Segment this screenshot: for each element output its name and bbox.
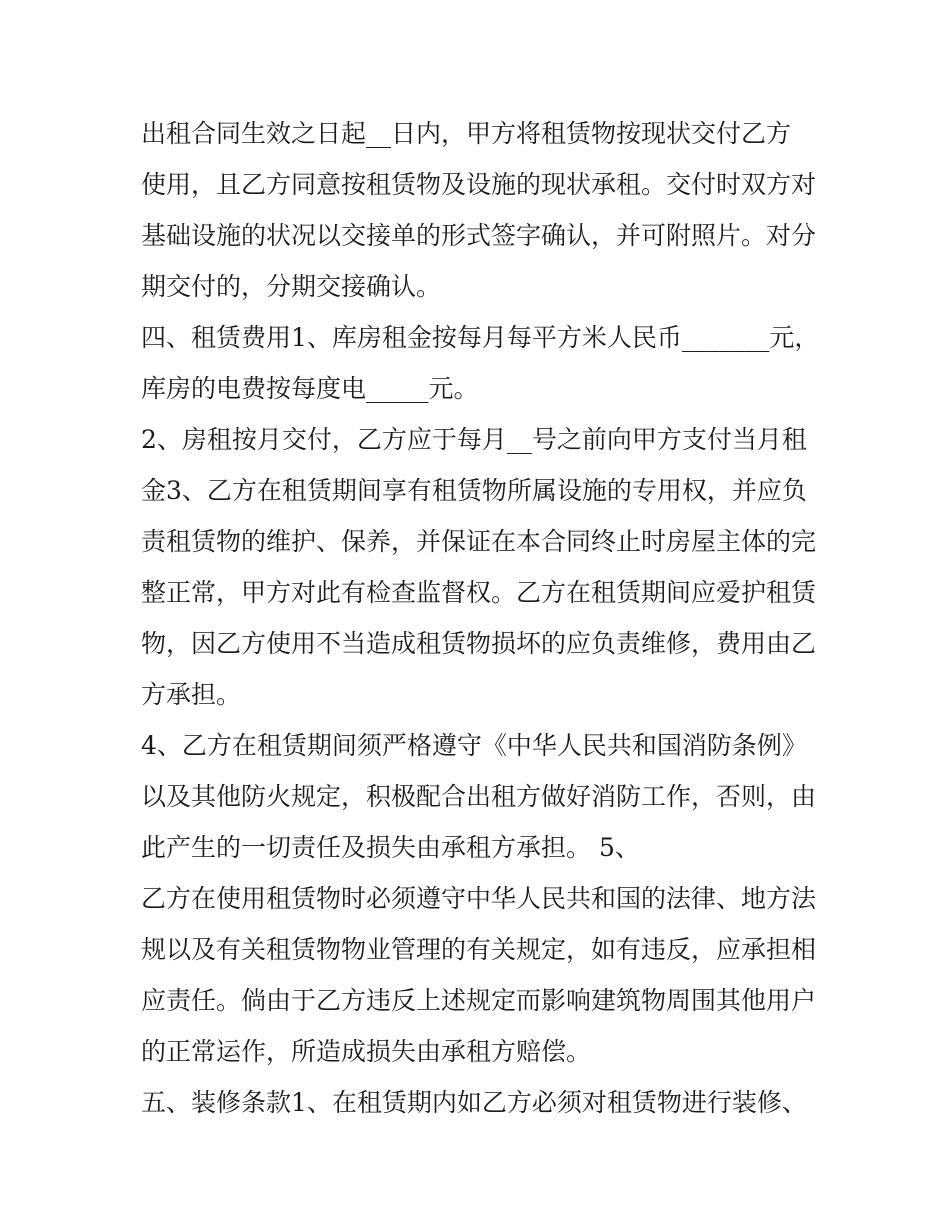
text-line: 金3、乙方在租赁期间享有租赁物所属设施的专用权，并应负: [141, 476, 807, 505]
text-line: 使用，且乙方同意按租赁物及设施的现状承租。交付时双方对: [141, 170, 817, 199]
text-line: 乙方在使用租赁物时必须遵守中华人民共和国的法律、地方法: [141, 884, 817, 913]
paragraph-monthly-payment: [141, 414, 821, 720]
text-line: 基础设施的状况以交接单的形式签字确认，并可附照片。对分: [141, 221, 817, 250]
text-line: 库房的电费按每度电_____元。: [141, 374, 479, 403]
text-line: 规以及有关租赁物物业管理的有关规定，如有违反，应承担相: [141, 935, 817, 964]
text-line: 此产生的一切责任及损失由承租方承担。 5、: [141, 833, 640, 862]
text-line: 期交付的，分期交接确认。: [141, 272, 442, 301]
text-line: 出租合同生效之日起__日内，甲方将租赁物按现状交付乙方: [141, 119, 792, 148]
document-body: [141, 108, 821, 1128]
text-line: 物，因乙方使用不当造成租赁物损坏的应负责维修，费用由乙: [141, 629, 817, 658]
paragraph-decoration: [141, 1077, 821, 1128]
paragraph-compliance: [141, 873, 821, 1077]
text-line: 的正常运作，所造成损失由承租方赔偿。: [141, 1037, 592, 1066]
text-line: 应责任。倘由于乙方违反上述规定而影响建筑物周围其他用户: [141, 986, 817, 1015]
text-line: 方承担。: [141, 680, 242, 709]
text-line: 2、房租按月交付，乙方应于每月__号之前向甲方支付当月租: [141, 425, 807, 454]
text-line: 4、乙方在租赁期间须严格遵守《中华人民共和国消防条例》: [141, 731, 807, 760]
text-line: 四、租赁费用1、库房租金按每月每平方米人民币_______元，: [141, 323, 820, 352]
text-line: 以及其他防火规定，积极配合出租方做好消防工作，否则，由: [141, 782, 817, 811]
paragraph-delivery: [141, 108, 821, 312]
text-line: 整正常，甲方对此有检查监督权。乙方在租赁期间应爱护租赁: [141, 578, 817, 607]
text-line: 责租赁物的维护、保养，并保证在本合同终止时房屋主体的完: [141, 527, 817, 556]
text-line: 五、装修条款1、在租赁期内如乙方必须对租赁物进行装修、: [141, 1088, 807, 1117]
paragraph-rent-fees: [141, 312, 821, 414]
paragraph-fire-safety: [141, 720, 821, 873]
